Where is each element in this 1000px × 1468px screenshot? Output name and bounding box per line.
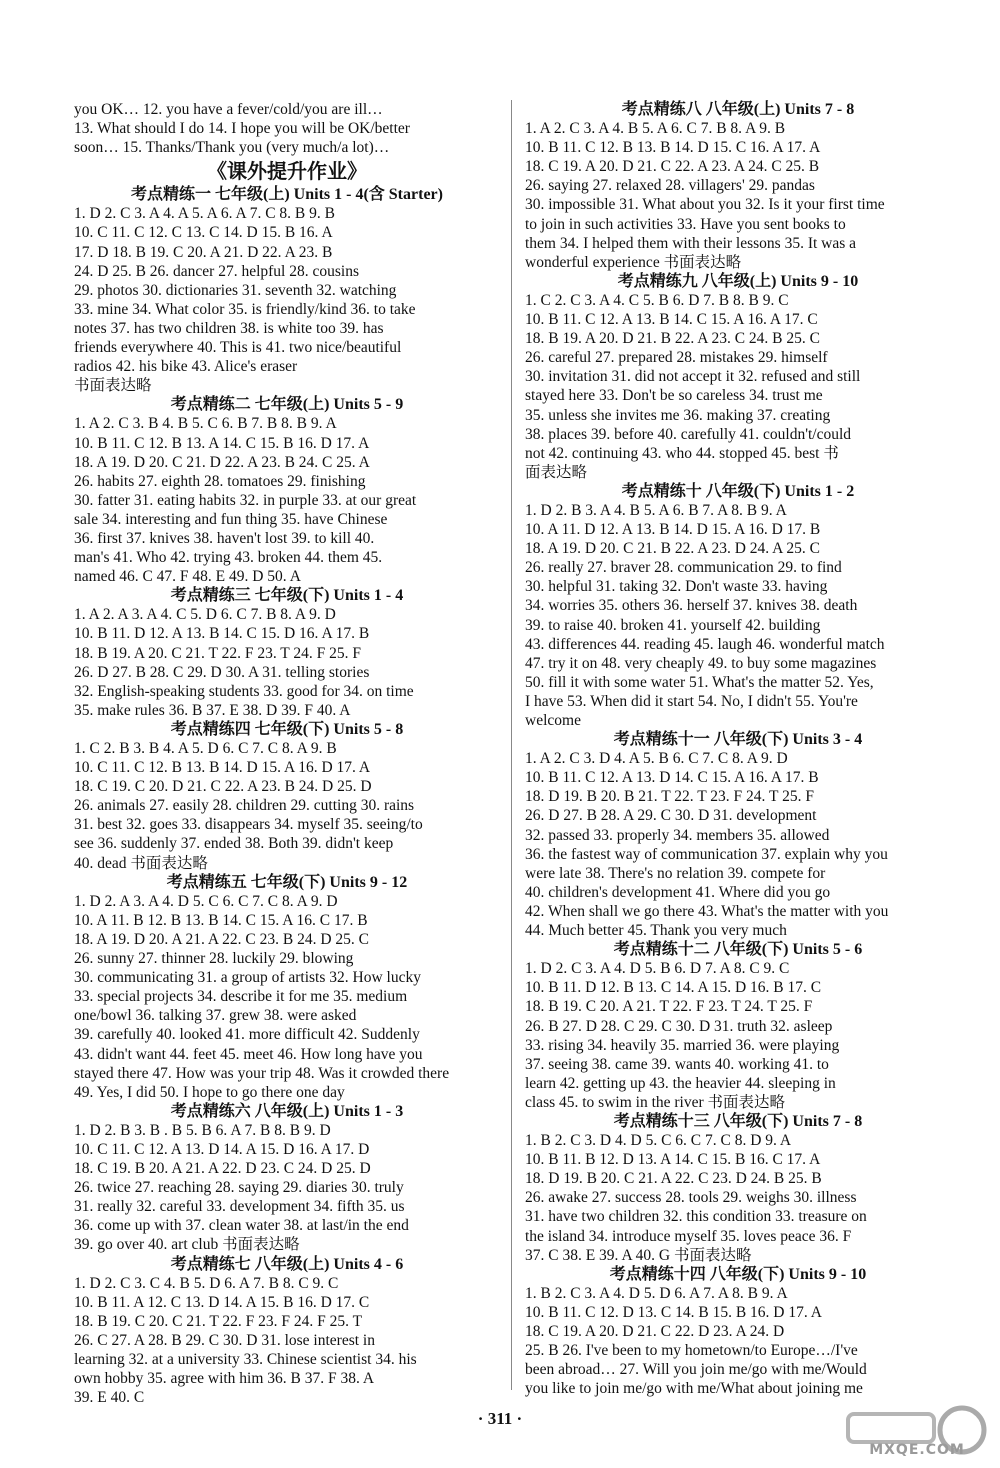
answer-line: stayed here 33. Don't be so careless 34. trust me	[525, 387, 823, 405]
answer-line: 35. make rules 36. B 37. E 38. D 39. F 40. A	[74, 701, 351, 719]
answer-line: 13. What should I do 14. I hope you will be OK/better	[74, 120, 410, 138]
answer-line: to join in such activities 33. Have you sent books to	[525, 215, 846, 233]
answer-line: 10. B 11. B 12. D 13. A 14. C 15. B 16. C 17. A	[525, 1151, 821, 1169]
answer-line: you OK… 12. you have a fever/cold/you are ill…	[74, 101, 383, 118]
section-heading: 考点精练九 八年级(上) Units 9 - 10	[617, 272, 859, 290]
answer-line: 39. to raise 40. broken 41. yourself 42. building	[525, 616, 821, 634]
answer-line: 32. passed 33. properly 34. members 35. allowed	[525, 826, 830, 844]
section-heading: 考点精练十三 八年级(下) Units 7 - 8	[613, 1112, 863, 1130]
answer-line: 18. D 19. B 20. B 21. T 22. T 23. F 24. T 25. F	[525, 788, 814, 806]
left-column	[74, 100, 500, 1407]
answer-line: wonderful experience 书面表达略	[525, 253, 742, 271]
answer-line: 30. impossible 31. What about you 32. Is it your first time	[525, 196, 885, 214]
answer-line: 18. A 19. D 20. C 21. B 22. A 23. D 24. A 25. C	[525, 540, 820, 558]
answer-line: 10. A 11. B 12. B 13. B 14. C 15. A 16. C 17. B	[74, 911, 368, 929]
answer-line: 1. D 2. B 3. A 4. B 5. A 6. B 7. A 8. B 9. A	[525, 501, 787, 519]
answer-line: 42. When shall we go there 43. What's the matter with you	[525, 902, 889, 920]
answer-line: 10. B 11. C 12. A 13. D 14. C 15. A 16. A 17. B	[525, 769, 819, 787]
answer-line: 39. carefully 40. looked 41. more difficult 42. Suddenly	[74, 1026, 420, 1044]
answer-line: 1. D 2. C 3. C 4. B 5. D 6. A 7. B 8. C 9. C	[74, 1274, 339, 1292]
section-heading: 考点精练十 八年级(下) Units 1 - 2	[621, 482, 855, 500]
answer-line: 33. special projects 34. describe it for me 35. medium	[74, 988, 408, 1006]
answer-line: 37. seeing 38. came 39. wants 40. working 41. to	[525, 1055, 829, 1073]
section-heading: 考点精练五 七年级(下) Units 9 - 12	[166, 873, 408, 891]
answer-line: 10. B 11. C 12. A 13. B 14. C 15. A 16. A 17. C	[525, 311, 818, 329]
section-heading: 考点精练六 八年级(上) Units 1 - 3	[170, 1102, 404, 1120]
answer-line: 18. A 19. D 20. C 21. D 22. A 23. B 24. C 25. A	[74, 453, 370, 471]
answer-line: 26. D 27. B 28. A 29. C 30. D 31. development	[525, 807, 817, 825]
answer-line: 18. D 19. B 20. C 21. A 22. C 23. D 24. B 25. B	[525, 1170, 822, 1188]
answer-line: were late 38. There's no relation 39. compete for	[525, 864, 826, 882]
answer-line: you like to join me/go with me/What about joining me	[525, 1380, 863, 1398]
answer-line: class 45. to swim in the river 书面表达略	[525, 1093, 786, 1111]
answer-line: 1. D 2. A 3. A 4. D 5. C 6. C 7. C 8. A 9. D	[74, 892, 338, 910]
answer-line: 18. B 19. A 20. D 21. B 22. A 23. C 24. B 25. C	[525, 330, 820, 348]
answer-line: 30. communicating 31. a group of artists 32. How lucky	[74, 969, 421, 987]
part-title: 《课外提升作业》	[207, 161, 367, 184]
answer-line: 10. B 11. D 12. A 13. B 14. C 15. D 16. A 17. B	[74, 625, 370, 643]
right-column	[525, 100, 951, 1398]
answer-line: 26. habits 27. eighth 28. tomatoes 29. finishing	[74, 472, 366, 490]
answer-line: 10. B 11. C 12. B 13. A 14. C 15. B 16. D 17. A	[74, 434, 370, 452]
answer-line: 43. differences 44. reading 45. laugh 46. wonderful match	[525, 635, 885, 653]
answer-line: 18. B 19. A 20. C 21. T 22. F 23. T 24. F 25. F	[74, 644, 361, 662]
watermark-text: MXQE.COM	[869, 1442, 965, 1458]
answer-line: welcome	[525, 712, 581, 729]
page-number: · 311 ·	[477, 1409, 523, 1428]
answer-line: 1. A 2. C 3. D 4. A 5. B 6. C 7. C 8. A 9. D	[525, 750, 788, 768]
answer-line: 26. awake 27. success 28. tools 29. weighs 30. illness	[525, 1189, 857, 1207]
answer-line: named 46. C 47. F 48. E 49. D 50. A	[74, 568, 301, 586]
answer-line: 29. photos 30. dictionaries 31. seventh 32. watching	[74, 281, 397, 299]
answer-line: 38. places 39. before 40. carefully 41. couldn't/could	[525, 425, 852, 443]
answer-line: them 34. I helped them with their lessons 35. It was a	[525, 234, 857, 252]
section-heading: 考点精练七 八年级(上) Units 4 - 6	[170, 1255, 404, 1273]
answer-line: 1. B 2. C 3. D 4. D 5. C 6. C 7. C 8. D 9. A	[525, 1132, 792, 1150]
answer-line: 书面表达略	[74, 377, 152, 395]
answer-line: been abroad… 27. Will you join me/go with me/Would	[525, 1361, 867, 1379]
answer-line: 10. A 11. D 12. A 13. B 14. D 15. A 16. D 17. B	[525, 521, 821, 539]
answer-line: 18. C 19. A 20. D 21. C 22. A 23. A 24. C 25. B	[525, 158, 820, 176]
answer-line: 26. sunny 27. thinner 28. luckily 29. blowing	[74, 950, 354, 968]
answer-line: 10. C 11. C 12. B 13. B 14. D 15. A 16. D 17. A	[74, 759, 371, 777]
answer-line: 24. D 25. B 26. dancer 27. helpful 28. cousins	[74, 262, 359, 280]
answer-line: 25. B 26. I've been to my hometown/to Europe…/I've	[525, 1342, 858, 1360]
answer-line: 31. best 32. goes 33. disappears 34. myself 35. seeing/to	[74, 816, 423, 834]
answer-line: 26. saying 27. relaxed 28. villagers' 29. pandas	[525, 177, 815, 195]
answer-line: 26. animals 27. easily 28. children 29. cutting 30. rains	[74, 797, 415, 815]
section-heading: 考点精练八 八年级(上) Units 7 - 8	[621, 101, 855, 118]
answer-line: 18. B 19. C 20. A 21. T 22. F 23. T 24. T 25. F	[525, 998, 813, 1016]
answer-line: 1. D 2. C 3. A 4. A 5. A 6. A 7. C 8. B 9. B	[74, 205, 335, 223]
answer-line: 49. Yes, I did 50. I hope to go there one day	[74, 1083, 345, 1101]
answer-line: 10. B 11. A 12. C 13. D 14. A 15. B 16. D 17. C	[74, 1293, 370, 1311]
answer-line: 26. B 27. D 28. C 29. C 30. D 31. truth 32. asleep	[525, 1017, 833, 1035]
answer-line: 26. twice 27. reaching 28. saying 29. diaries 30. truly	[74, 1179, 404, 1197]
answer-line: 1. A 2. C 3. A 4. B 5. A 6. C 7. B 8. A 9. B	[525, 120, 786, 138]
answer-line: 36. the fastest way of communication 37. explain why you	[525, 845, 888, 863]
answer-line: stayed there 47. How was your trip 48. Was it crowded there	[74, 1064, 450, 1082]
answer-line: 26. D 27. B 28. C 29. D 30. A 31. telling stories	[74, 663, 370, 681]
answer-line: 10. B 11. C 12. B 13. B 14. D 15. C 16. A 17. A	[525, 139, 821, 157]
answer-line: 10. B 11. D 12. B 13. C 14. A 15. D 16. B 17. C	[525, 979, 822, 997]
answer-line: 面表达略	[525, 463, 588, 481]
answer-line: radios 42. his bike 43. Alice's eraser	[74, 358, 298, 376]
answer-line: own hobby 35. agree with him 36. B 37. F 38. A	[74, 1370, 375, 1388]
answer-line: 33. mine 34. What color 35. is friendly/kind 36. to take	[74, 300, 416, 318]
section-heading: 考点精练二 七年级(上) Units 5 - 9	[170, 396, 404, 414]
section-heading: 考点精练四 七年级(下) Units 5 - 8	[170, 720, 404, 738]
answer-line: sale 34. interesting and fun thing 35. have Chinese	[74, 510, 388, 528]
answer-line: 1. D 2. B 3. B . B 5. B 6. A 7. B 8. B 9. D	[74, 1121, 331, 1139]
answer-line: 26. really 27. braver 28. communication 29. to find	[525, 559, 842, 577]
section-heading: 考点精练十二 八年级(下) Units 5 - 6	[613, 941, 863, 959]
answer-line: 18. A 19. D 20. A 21. A 22. C 23. B 24. D 25. C	[74, 930, 369, 948]
answer-line: 10. B 11. C 12. D 13. C 14. B 15. B 16. D 17. A	[525, 1303, 822, 1321]
answer-line: notes 37. has two children 38. is white too 39. has	[74, 319, 384, 337]
answer-line: 33. rising 34. heavily 35. married 36. were playing	[525, 1036, 840, 1054]
section-heading: 考点精练十四 八年级(下) Units 9 - 10	[609, 1265, 867, 1283]
answer-line: 39. E 40. C	[74, 1389, 145, 1407]
answer-line: not 42. continuing 43. who 44. stopped 45. best 书	[525, 444, 839, 462]
answer-line: 1. B 2. C 3. A 4. D 5. D 6. A 7. A 8. B 9. A	[525, 1284, 788, 1302]
answer-line: 10. C 11. C 12. A 13. D 14. A 15. D 16. A 17. D	[74, 1140, 370, 1158]
answer-line: 31. really 32. careful 33. development 34. fifth 35. us	[74, 1198, 405, 1216]
answer-line: learn 42. getting up 43. the heavier 44. sleeping in	[525, 1074, 836, 1092]
section-heading: 考点精练十一 八年级(下) Units 3 - 4	[613, 731, 863, 749]
answer-line: see 36. suddenly 37. ended 38. Both 39. didn't keep	[74, 835, 394, 853]
answer-line: 30. invitation 31. did not accept it 32. refused and still	[525, 368, 861, 386]
answer-line: 1. A 2. A 3. A 4. C 5. D 6. C 7. B 8. A 9. D	[74, 606, 336, 624]
answer-line: 1. C 2. B 3. B 4. A 5. D 6. C 7. C 8. A 9. B	[74, 740, 337, 757]
answer-line: 10. C 11. C 12. C 13. C 14. D 15. B 16. A	[74, 224, 333, 242]
answer-line: 18. B 19. C 20. C 21. T 22. F 23. F 24. F 25. T	[74, 1312, 363, 1330]
answer-line: 36. come up with 37. clean water 38. at last/in the end	[74, 1217, 409, 1235]
answer-line: I have 53. When did it start 54. No, I didn't 55. You're	[525, 692, 858, 710]
answer-line: 1. D 2. C 3. A 4. D 5. B 6. D 7. A 8. C 9. C	[525, 960, 790, 978]
answer-line: 1. A 2. C 3. B 4. B 5. C 6. B 7. B 8. B 9. A	[74, 415, 337, 433]
answer-line: 30. helpful 31. taking 32. Don't waste 33. having	[525, 578, 828, 596]
answer-line: 34. worries 35. others 36. herself 37. knives 38. death	[525, 597, 858, 615]
answer-line: learning 32. at a university 33. Chinese scientist 34. his	[74, 1351, 417, 1368]
answer-line: 44. Much better 45. Thank you very much	[525, 922, 787, 940]
answer-line: 26. careful 27. prepared 28. mistakes 29. himself	[525, 349, 828, 367]
answer-line: 37. C 38. E 39. A 40. G 书面表达略	[525, 1246, 752, 1264]
answer-line: 35. unless she invites me 36. making 37. creating	[525, 406, 831, 424]
section-heading: 考点精练一 七年级(上) Units 1 - 4(含 Starter)	[131, 186, 443, 204]
column-divider	[511, 100, 512, 1390]
answer-line: 47. try it on 48. very cheaply 49. to buy some magazines	[525, 654, 877, 672]
section-heading: 考点精练三 七年级(下) Units 1 - 4	[170, 587, 404, 605]
answer-line: soon… 15. Thanks/Thank you (very much/a lot)…	[74, 139, 390, 157]
answer-line: the island 34. introduce myself 35. loves peace 36. F	[525, 1227, 852, 1245]
answer-line: 40. children's development 41. Where did you go	[525, 883, 831, 901]
answer-line: 18. C 19. C 20. D 21. C 22. A 23. B 24. D 25. D	[74, 778, 372, 796]
answer-line: 26. C 27. A 28. B 29. C 30. D 31. lose interest in	[74, 1331, 375, 1349]
answer-line: 39. go over 40. art club 书面表达略	[74, 1236, 300, 1254]
answer-line: 17. D 18. B 19. C 20. A 21. D 22. A 23. B	[74, 243, 333, 261]
answer-line: 43. didn't want 44. feet 45. meet 46. How long have you	[74, 1045, 423, 1063]
answer-line: 50. fill it with some water 51. What's the matter 52. Yes,	[525, 673, 874, 691]
answer-line: one/bowl 36. talking 37. grew 38. were asked	[74, 1007, 357, 1025]
answer-line: 40. dead 书面表达略	[74, 854, 208, 872]
answer-line: 36. first 37. knives 38. haven't lost 39. to kill 40.	[74, 529, 375, 547]
answer-line: man's 41. Who 42. trying 43. broken 44. them 45.	[74, 549, 383, 567]
answer-line: 18. C 19. B 20. A 21. A 22. D 23. C 24. D 25. D	[74, 1160, 371, 1178]
answer-line: 32. English-speaking students 33. good for 34. on time	[74, 682, 414, 700]
answer-line: 30. fatter 31. eating habits 32. in purple 33. at our great	[74, 491, 417, 509]
answer-line: friends everywhere 40. This is 41. two nice/beautiful	[74, 339, 402, 357]
answer-line: 1. C 2. C 3. A 4. C 5. B 6. D 7. B 8. B 9. C	[525, 291, 789, 309]
answer-line: 18. C 19. A 20. D 21. C 22. D 23. A 24. D	[525, 1323, 785, 1340]
answer-line: 31. have two children 32. this condition 33. treasure on	[525, 1208, 867, 1226]
